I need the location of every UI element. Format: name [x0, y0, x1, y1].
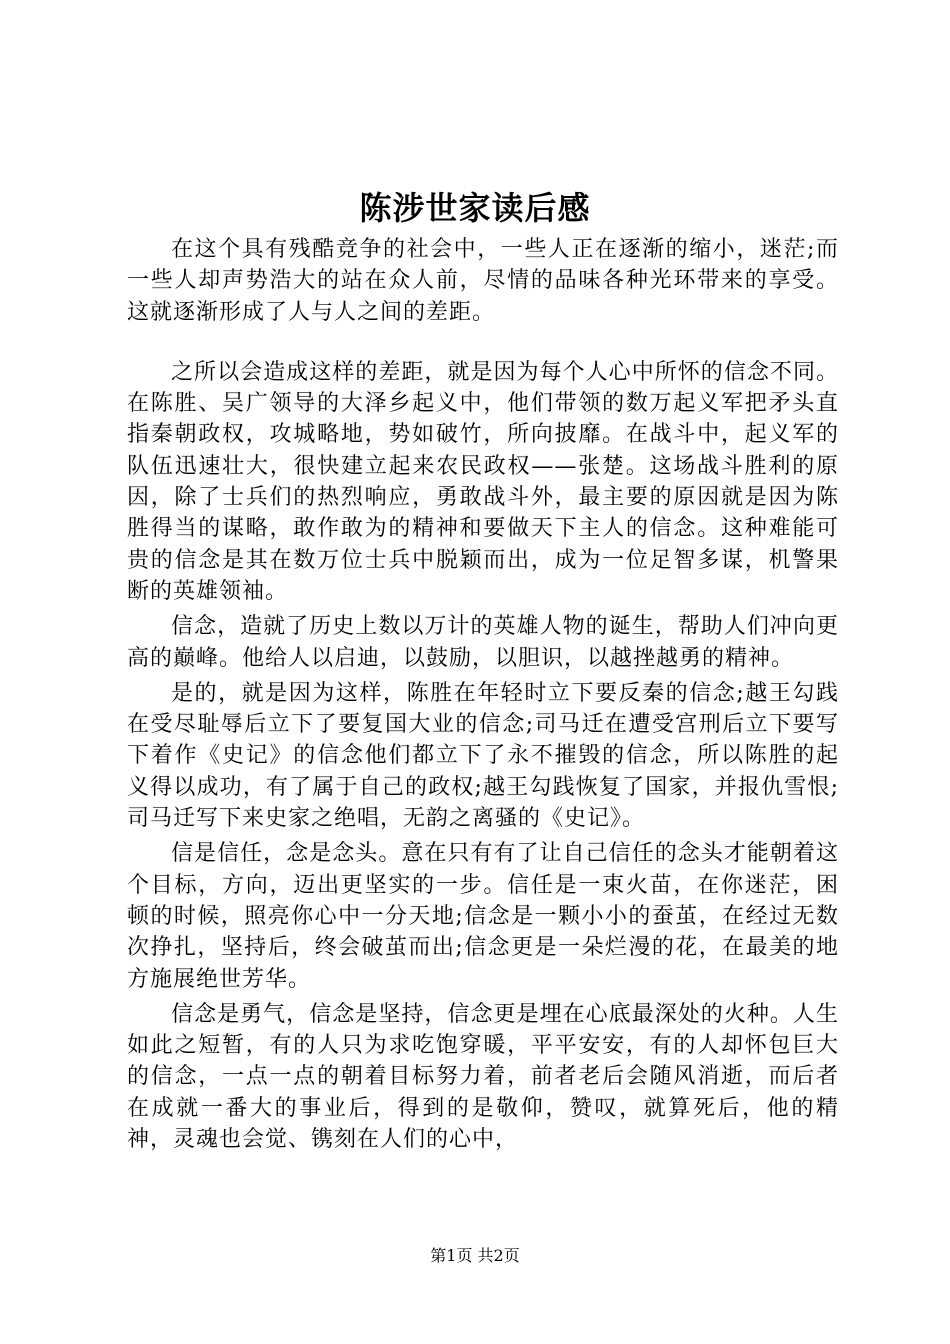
page-number-footer: 第1页 共2页: [430, 1246, 520, 1265]
paragraph-2: 之所以会造成这样的差距，就是因为每个人心中所怀的信念不同。在陈胜、吴广领导的大泽乡起义中，他们带领的数万起义军把矛头直指秦朝政权，攻城略地，势如破竹，所向披靡。在战斗中，起义军的队伍迅速壮大，很快建立起来农民政权——张楚。这场战斗胜利的原因，除了士兵们的热烈响应，勇敢战斗外，最主要的原因就是因为陈胜得当的谋略，敢作敢为的精神和要做天下主人的信念。这种难能可贵的信念是其在数万位士兵中脱颖而出，成为一位足智多谋，机警果断的英雄领袖。: [127, 359, 839, 604]
paragraph-3: 信念，造就了历史上数以万计的英雄人物的诞生，帮助人们冲向更高的巅峰。他给人以启迪，以鼓励，以胆识，以越挫越勇的精神。: [127, 614, 839, 671]
document-title: 陈涉世家读后感: [359, 189, 591, 227]
document-body: [127, 234, 839, 1155]
paragraph-5: 信是信任，念是念头。意在只有有了让自己信任的念头才能朝着这个目标，方向，迈出更坚实的一步。信任是一束火苗，在你迷茫，困顿的时候，照亮你心中一分天地;信念是一颗小小的蚕茧，在经过无数次挣扎，坚持后，终会破茧而出;信念更是一朵烂漫的花，在最美的地方施展绝世芳华。: [127, 841, 839, 992]
paragraph-4: 是的，就是因为这样，陈胜在年轻时立下要反秦的信念;越王勾践在受尽耻辱后立下了要复国大业的信念;司马迁在遭受宫刑后立下要写下着作《史记》的信念他们都立下了永不摧毁的信念，所以陈胜的起义得以成功，有了属于自己的政权;越王勾践恢复了国家，并报仇雪恨;司马迁写下来史家之绝唱，无韵之离骚的《史记》。: [127, 680, 839, 832]
paragraph-1: 在这个具有残酷竞争的社会中，一些人正在逐渐的缩小，迷茫;而一些人却声势浩大的站在众人前，尽情的品味各种光环带来的享受。这就逐渐形成了人与人之间的差距。: [127, 237, 839, 325]
paragraph-6: 信念是勇气，信念是坚持，信念更是埋在心底最深处的火种。人生如此之短暂，有的人只为求吃饱穿暖，平平安安，有的人却怀包巨大的信念，一点一点的朝着目标努力着，前者老后会随风消逝，而后者在成就一番大的事业后，得到的是敬仰，赞叹，就算死后，他的精神，灵魂也会觉、镌刻在人们的心中，: [127, 1001, 839, 1153]
